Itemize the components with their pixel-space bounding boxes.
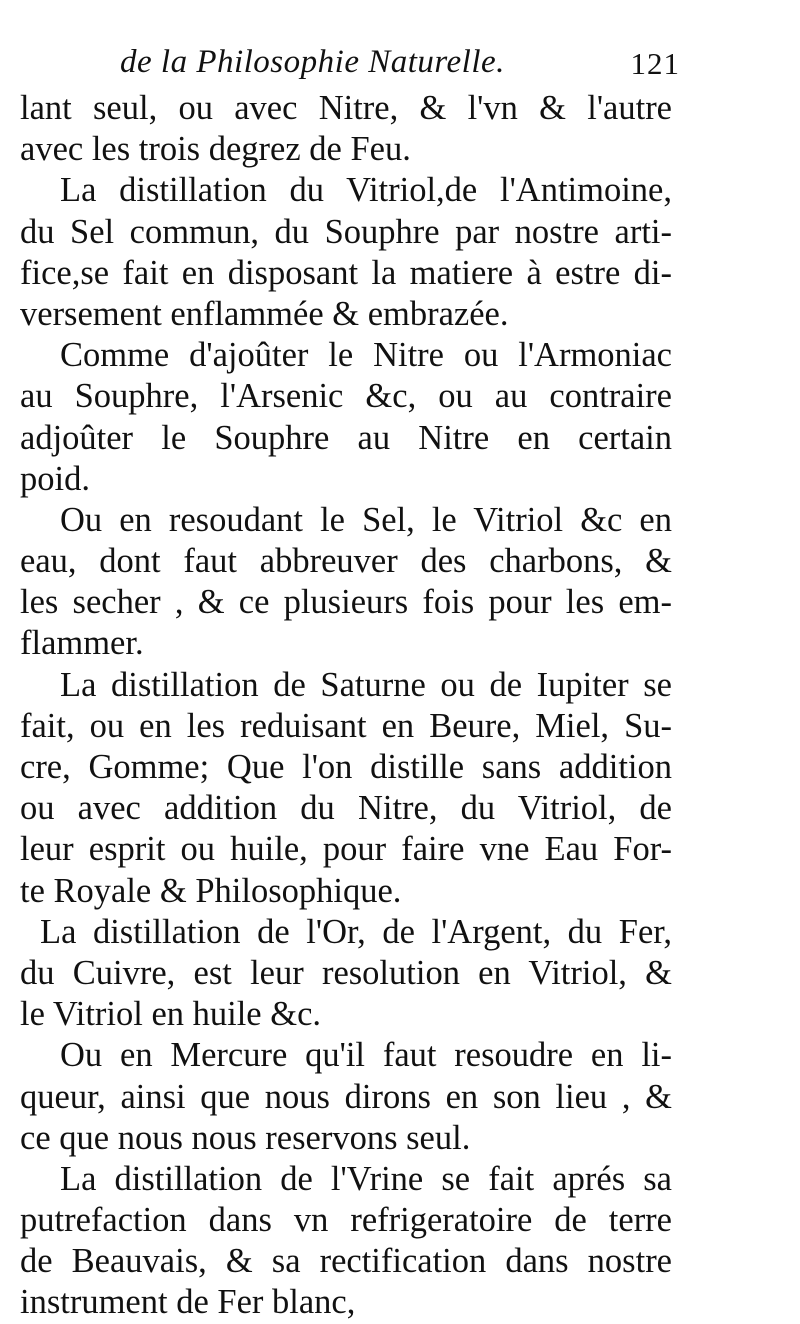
running-title: de la Philosophie Naturelle. bbox=[120, 44, 505, 80]
text-line: le Vitriol en huile &c. bbox=[20, 995, 322, 1034]
text-line: du Sel commun, du Souphre par nostre arti- bbox=[20, 212, 672, 251]
text-line: La distillation de l'Or, de l'Argent, du Fer, bbox=[40, 912, 672, 951]
text-line: leur esprit ou huile, pour faire vne Eau For- bbox=[20, 830, 672, 869]
text-line: ce que nous nous reservons seul. bbox=[20, 1118, 471, 1157]
text-line: flammer. bbox=[20, 624, 144, 663]
text-line: Comme d'ajoûter le Nitre ou l'Armoniac bbox=[60, 336, 672, 375]
text-line: du Cuivre, est leur resolution en Vitriol, & bbox=[20, 953, 672, 992]
text-line: eau, dont faut abbreuver des charbons, & bbox=[20, 542, 672, 581]
text-line: versement enflammée & embrazée. bbox=[20, 294, 509, 333]
text-line: cre, Gomme; Que l'on distille sans addition bbox=[20, 748, 672, 786]
text-line: ou avec addition du Nitre, du Vitriol, de bbox=[20, 789, 672, 828]
text-line: lant seul, ou avec Nitre, & l'vn & l'autre bbox=[20, 89, 672, 127]
text-line: Ou en resoudant le Sel, le Vitriol &c en bbox=[60, 500, 672, 539]
text-line: Ou en Mercure qu'il faut resoudre en li- bbox=[60, 1036, 672, 1075]
text-line: adjoûter le Souphre au Nitre en certain bbox=[20, 418, 672, 457]
body-text bbox=[20, 88, 672, 1324]
text-line: poid. bbox=[20, 459, 90, 498]
text-line: au Souphre, l'Arsenic &c, ou au contraire bbox=[20, 377, 672, 416]
text-line: La distillation du Vitriol,de l'Antimoine, bbox=[60, 171, 672, 210]
running-head bbox=[20, 40, 680, 92]
text-line: fice,se fait en disposant la matiere à estre di- bbox=[20, 253, 672, 292]
text-line: instrument de Fer blanc, bbox=[20, 1283, 356, 1322]
text-line: La distillation de l'Vrine se fait aprés sa bbox=[60, 1159, 672, 1198]
page-number: 121 bbox=[630, 46, 680, 81]
text-line: queur, ainsi que nous dirons en son lieu , & bbox=[20, 1077, 672, 1116]
text-line: putrefaction dans vn refrigeratoire de terre bbox=[20, 1201, 672, 1240]
text-line: fait, ou en les reduisant en Beure, Miel, Su- bbox=[20, 706, 672, 745]
text-line: avec les trois degrez de Feu. bbox=[20, 130, 411, 169]
text-line: La distillation de Saturne ou de Iupiter se bbox=[60, 665, 672, 704]
text-line: de Beauvais, & sa rectification dans nostre bbox=[20, 1242, 672, 1281]
text-line: te Royale & Philosophique. bbox=[20, 871, 402, 910]
text-line: les secher , & ce plusieurs fois pour les em- bbox=[20, 583, 672, 622]
